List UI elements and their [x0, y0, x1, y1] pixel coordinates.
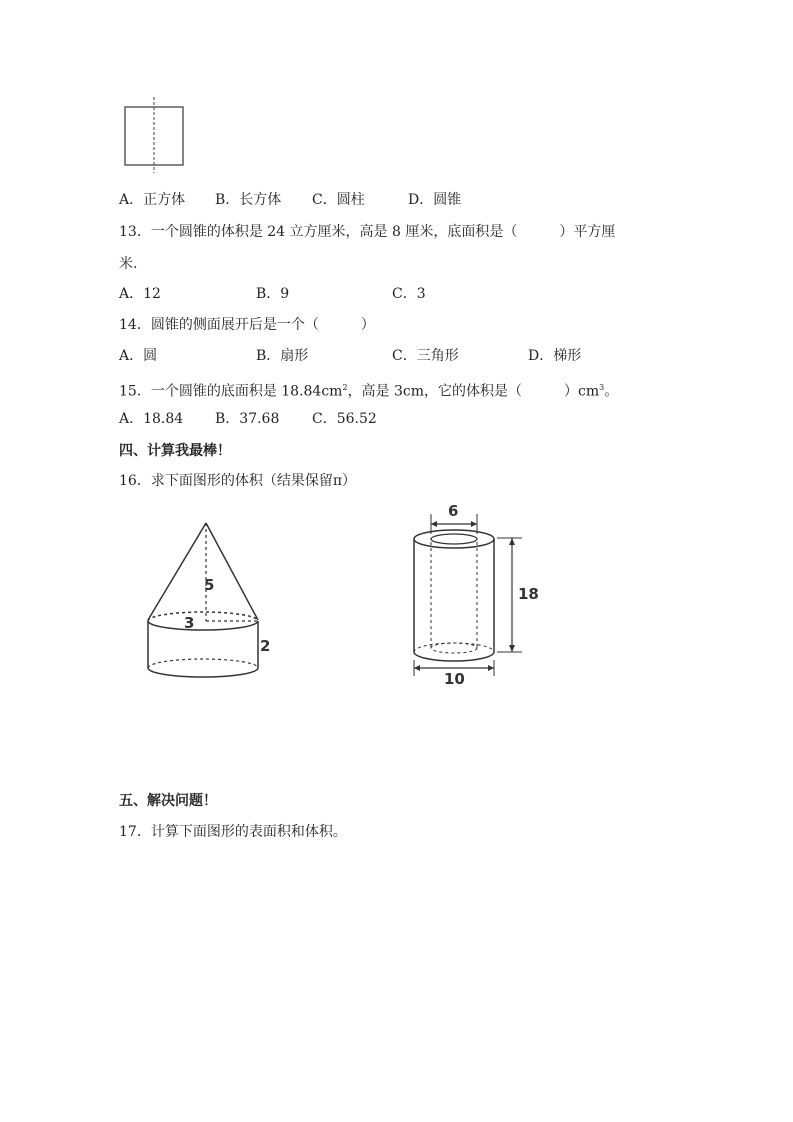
hollow-cylinder-figure — [400, 500, 560, 690]
q12-option-b[interactable]: B．长方体 — [215, 192, 282, 208]
section4-heading: 四、计算我最棒！ — [119, 443, 231, 459]
height-label: 18 — [518, 585, 539, 603]
section5-heading: 五、解决问题！ — [119, 793, 217, 809]
q14-option-d[interactable]: D．梯形 — [528, 348, 582, 364]
q15-option-b[interactable]: B．37.68 — [215, 411, 280, 427]
q13-option-b[interactable]: B．9 — [256, 286, 290, 302]
q15-text: 15．一个圆锥的底面积是 $18.84cm^2$，高是 3cm，它的体积是（ ）$cm^3$。 — [119, 383, 619, 400]
q14-option-c[interactable]: C．三角形 — [392, 348, 459, 364]
q14-text: 14．圆锥的侧面展开后是一个（ ） — [119, 317, 375, 333]
outer-diameter-label: 10 — [444, 670, 465, 688]
cone-on-cylinder-figure — [138, 515, 278, 685]
q15-option-a[interactable]: A．18.84 — [119, 411, 184, 427]
q13-option-c[interactable]: C．3 — [392, 286, 426, 302]
q15-option-c[interactable]: C．56.52 — [312, 411, 377, 427]
q13-text-line1: 13．一个圆锥的体积是 24 立方厘米，高是 8 厘米，底面积是（ ）平方厘 — [119, 224, 616, 240]
cone-height-label: 5 — [204, 576, 215, 594]
q16-text: 16．求下面图形的体积（结果保留π） — [119, 473, 357, 489]
q13-text-line2: 米. — [119, 256, 138, 272]
q12-option-a[interactable]: A．正方体 — [119, 192, 186, 208]
q12-option-d[interactable]: D．圆锥 — [408, 192, 462, 208]
cylinder-height-label: 2 — [260, 637, 271, 655]
inner-diameter-label: 6 — [448, 502, 459, 520]
q14-option-a[interactable]: A．圆 — [119, 348, 158, 364]
q12-option-c[interactable]: C．圆柱 — [312, 192, 365, 208]
radius-label: 3 — [184, 614, 195, 632]
q14-option-b[interactable]: B．扇形 — [256, 348, 309, 364]
square-rotation-figure — [118, 95, 190, 175]
q13-option-a[interactable]: A．12 — [119, 286, 161, 302]
q17-text: 17．计算下面图形的表面积和体积。 — [119, 824, 347, 840]
